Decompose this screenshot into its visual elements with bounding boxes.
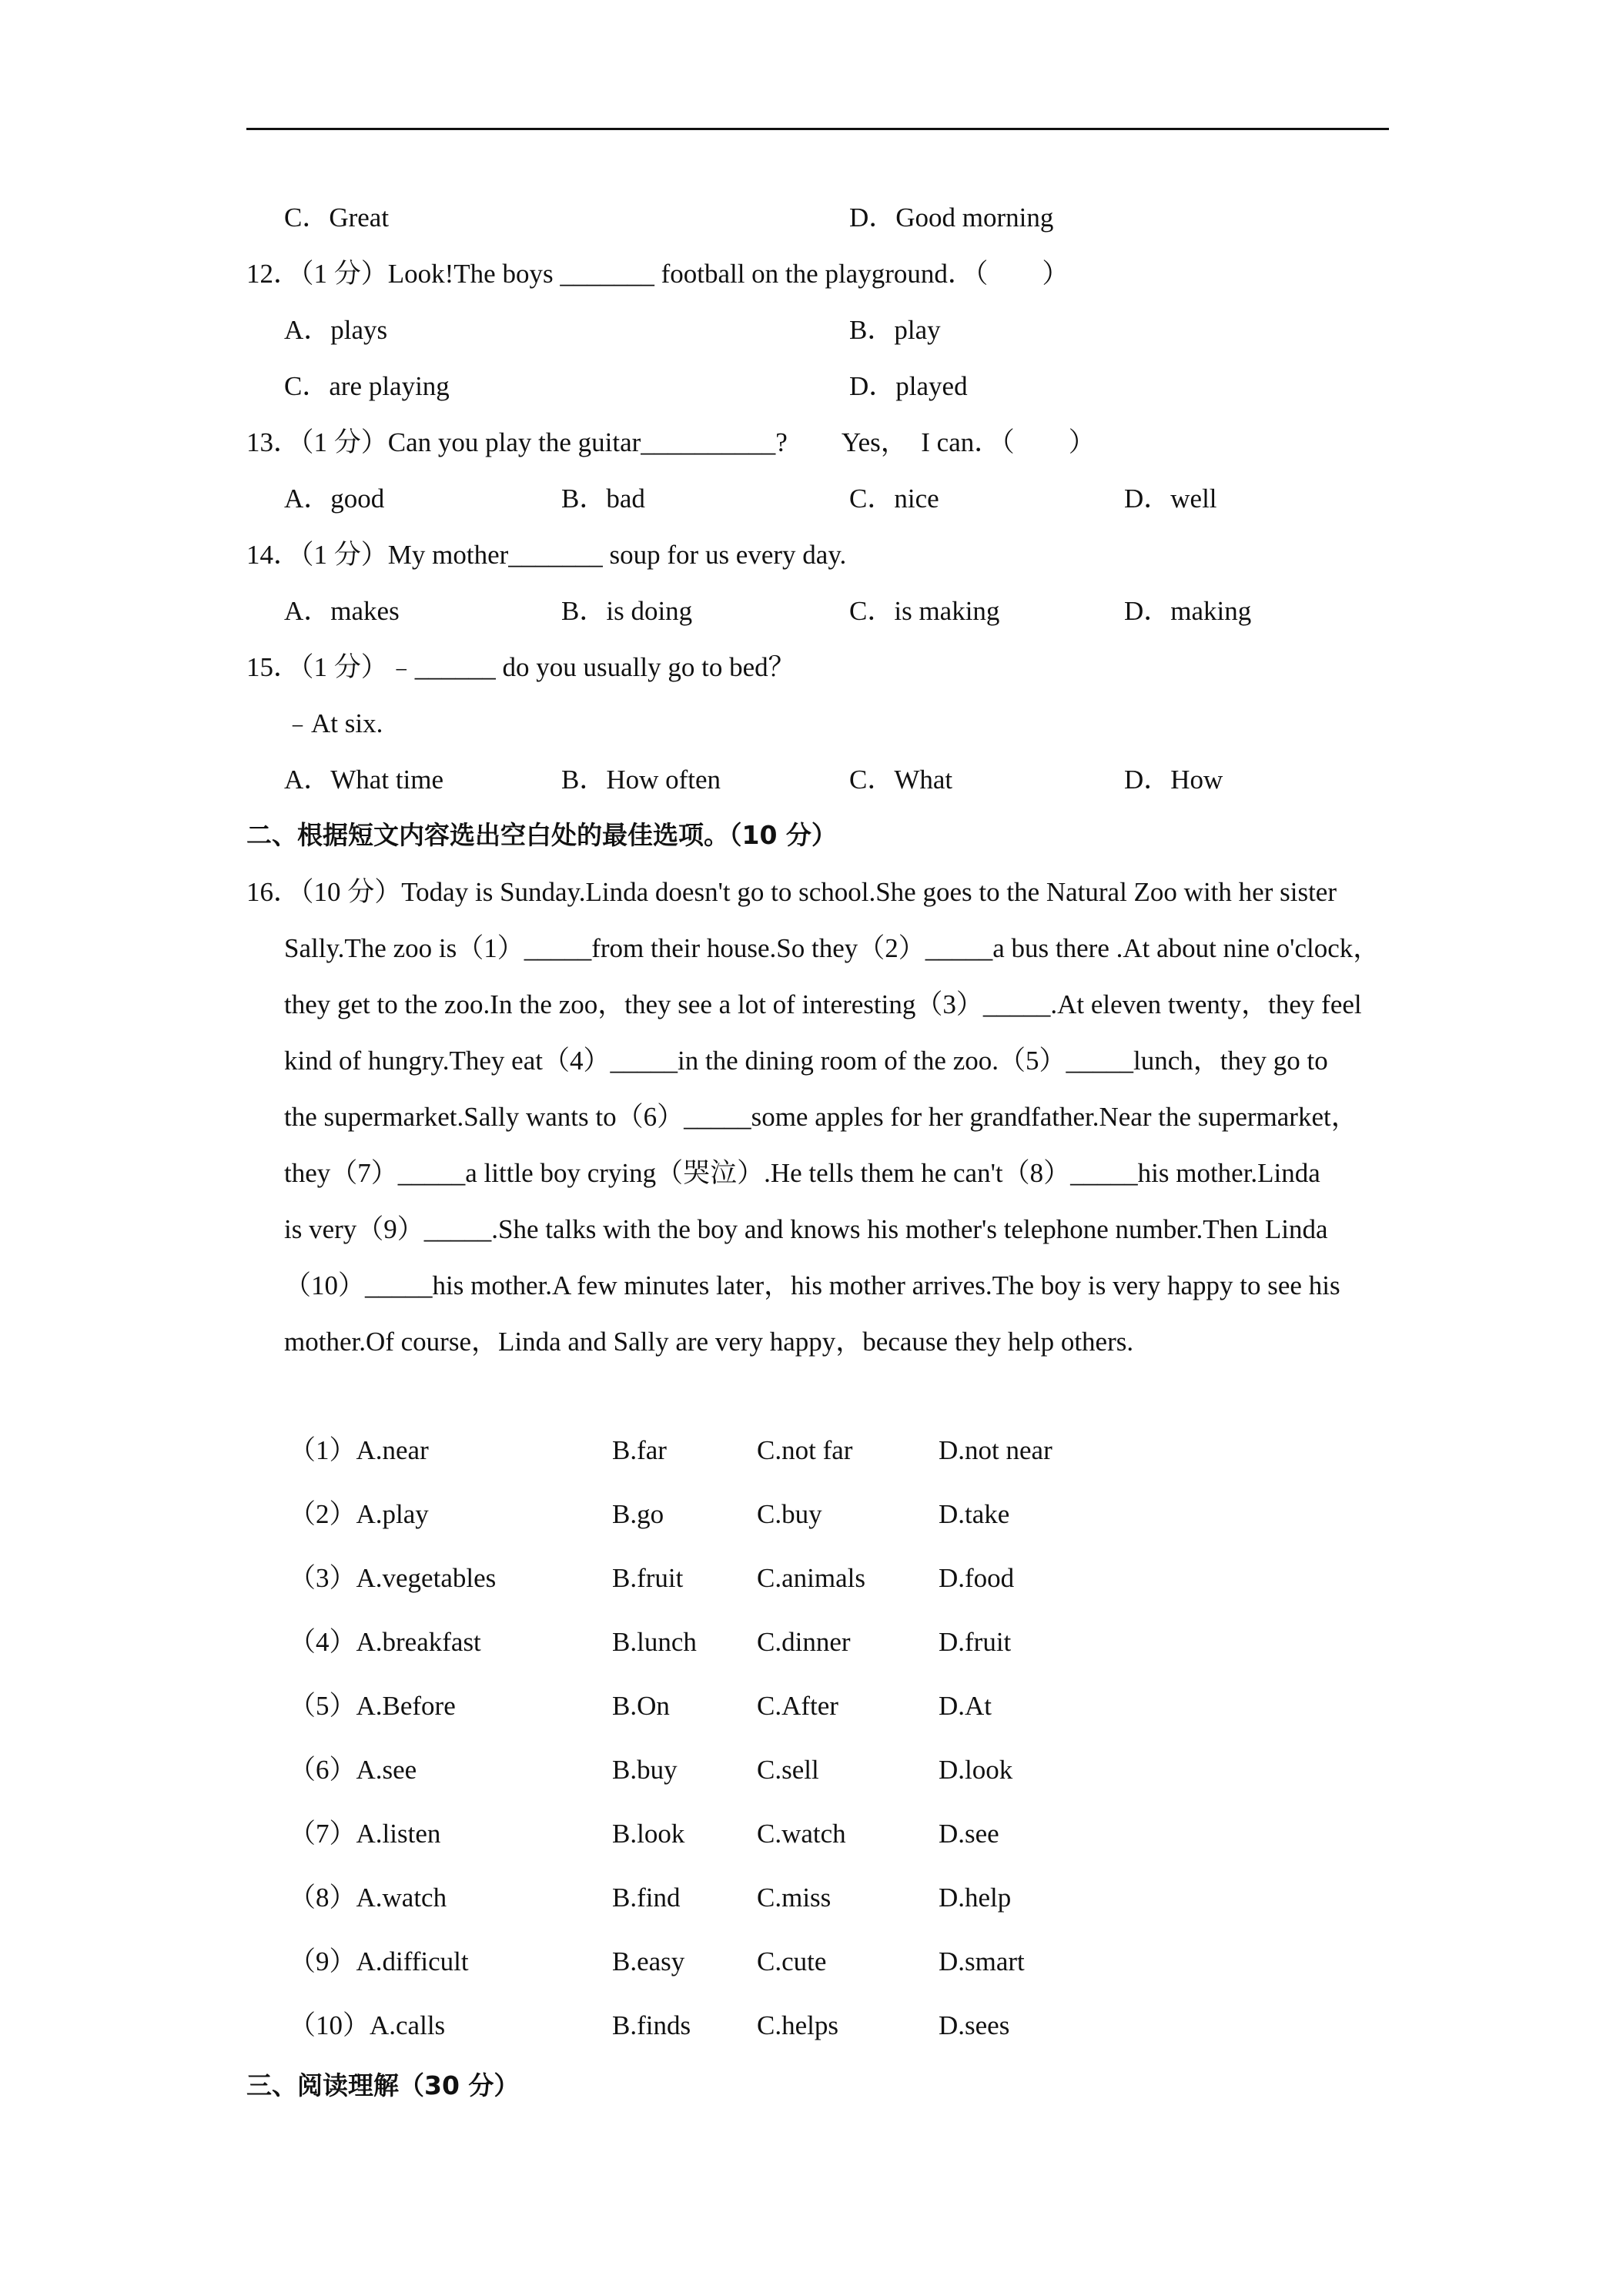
cloze-option-a: （4）A.breakfast	[289, 1627, 481, 1657]
header-rule	[246, 128, 1389, 130]
cloze-option-d: D.At	[939, 1691, 992, 1721]
passage-line: is very（9）_____.She talks with the boy and knows his mother's telephone number.Then Linda	[284, 1214, 1328, 1244]
cloze-option-b: B.buy	[612, 1755, 678, 1785]
passage-line: 16．（10 分）Today is Sunday.Linda doesn't go to school.She goes to the Natural Zoo with her sister	[246, 877, 1337, 907]
q12-option-a: A．plays	[284, 315, 388, 345]
q15-option-d: D．How	[1124, 765, 1223, 795]
q14-option-d: D．making	[1124, 596, 1252, 626]
cloze-option-c: C.helps	[757, 2010, 838, 2040]
cloze-option-b: B.lunch	[612, 1627, 697, 1657]
cloze-option-c: C.animals	[757, 1563, 865, 1593]
cloze-option-d: D.take	[939, 1499, 1010, 1529]
cloze-option-a: （9）A.difficult	[289, 1946, 469, 1976]
cloze-option-a: （3）A.vegetables	[289, 1563, 497, 1593]
q13-option-b: B．bad	[561, 484, 645, 514]
cloze-option-a: （2）A.play	[289, 1499, 429, 1529]
cloze-option-c: C.buy	[757, 1499, 822, 1529]
cloze-option-a: （8）A.watch	[289, 1883, 447, 1913]
cloze-option-b: B.easy	[612, 1946, 685, 1976]
q12-option-c: C．are playing	[284, 371, 450, 401]
passage-line: （10）_____his mother.A few minutes later，his mother arrives.The boy is very happy to see his	[284, 1270, 1340, 1300]
cloze-option-d: D.see	[939, 1819, 999, 1849]
cloze-option-d: D.help	[939, 1883, 1012, 1913]
cloze-option-d: D.smart	[939, 1946, 1025, 1976]
cloze-option-c: C.watch	[757, 1819, 846, 1849]
q15-option-a: A．What time	[284, 765, 444, 795]
cloze-option-c: C.After	[757, 1691, 838, 1721]
cloze-option-d: D.food	[939, 1563, 1015, 1593]
q13-option-c: C．nice	[849, 484, 939, 514]
q15-option-b: B．How often	[561, 765, 721, 795]
passage-line: they（7）_____a little boy crying（哭泣）.He tells them he can't（8）_____his mother.Linda	[284, 1158, 1320, 1188]
section2-heading: 二、根据短文内容选出空白处的最佳选项。（10 分）	[246, 820, 837, 850]
cloze-option-a: （10）A.calls	[289, 2010, 446, 2040]
cloze-option-b: B.go	[612, 1499, 664, 1529]
q11-option-d: D．Good morning	[849, 202, 1054, 233]
q12-option-b: B．play	[849, 315, 941, 345]
cloze-option-b: B.On	[612, 1691, 670, 1721]
cloze-option-b: B.finds	[612, 2010, 691, 2040]
cloze-option-c: C.sell	[757, 1755, 819, 1785]
q11-option-c: C．Great	[284, 202, 390, 233]
section3-heading: 三、阅读理解（30 分）	[246, 2070, 520, 2100]
passage-line: they get to the zoo.In the zoo，they see a lot of interesting（3）_____.At eleven twenty，they feel	[284, 989, 1362, 1019]
q15-answer-line: ﹣At six.	[284, 708, 383, 738]
q13-option-a: A．good	[284, 484, 385, 514]
passage-line: kind of hungry.They eat（4）_____in the dining room of the zoo.（5）_____lunch，they go to	[284, 1046, 1328, 1076]
cloze-option-a: （7）A.listen	[289, 1819, 441, 1849]
passage-line: the supermarket.Sally wants to（6）_____some apples for her grandfather.Near the supermarket，	[284, 1102, 1358, 1132]
q15-stem: 15．（1 分）﹣______ do you usually go to bed？	[246, 652, 795, 682]
cloze-option-d: D.look	[939, 1755, 1013, 1785]
q14-option-b: B．is doing	[561, 596, 693, 626]
passage-line: mother.Of course，Linda and Sally are very happy，because they help others.	[284, 1327, 1134, 1357]
cloze-option-a: （1）A.near	[289, 1435, 429, 1465]
q14-stem: 14．（1 分）My mother_______ soup for us every day.	[246, 540, 847, 570]
q14-option-a: A．makes	[284, 596, 400, 626]
cloze-option-b: B.look	[612, 1819, 685, 1849]
q13-option-d: D．well	[1124, 484, 1217, 514]
cloze-option-a: （5）A.Before	[289, 1691, 456, 1721]
q15-option-c: C．What	[849, 765, 953, 795]
cloze-option-c: C.dinner	[757, 1627, 851, 1657]
cloze-option-d: D.fruit	[939, 1627, 1012, 1657]
q13-stem: 13．（1 分）Can you play the guitar__________? Yes， I can．（ ）	[246, 427, 1096, 457]
cloze-option-b: B.find	[612, 1883, 681, 1913]
q14-option-c: C．is making	[849, 596, 1000, 626]
cloze-option-b: B.fruit	[612, 1563, 684, 1593]
cloze-option-d: D.not near	[939, 1435, 1052, 1465]
cloze-option-c: C.cute	[757, 1946, 827, 1976]
cloze-option-c: C.not far	[757, 1435, 853, 1465]
passage-line: Sally.The zoo is（1）_____from their house.So they（2）_____a bus there .At about nine o'clock，	[284, 933, 1380, 963]
q12-stem: 12．（1 分）Look!The boys _______ football on the playground．（ ）	[246, 259, 1069, 289]
cloze-option-a: （6）A.see	[289, 1755, 417, 1785]
cloze-option-b: B.far	[612, 1435, 667, 1465]
cloze-option-c: C.miss	[757, 1883, 832, 1913]
q12-option-d: D．played	[849, 371, 968, 401]
cloze-option-d: D.sees	[939, 2010, 1010, 2040]
